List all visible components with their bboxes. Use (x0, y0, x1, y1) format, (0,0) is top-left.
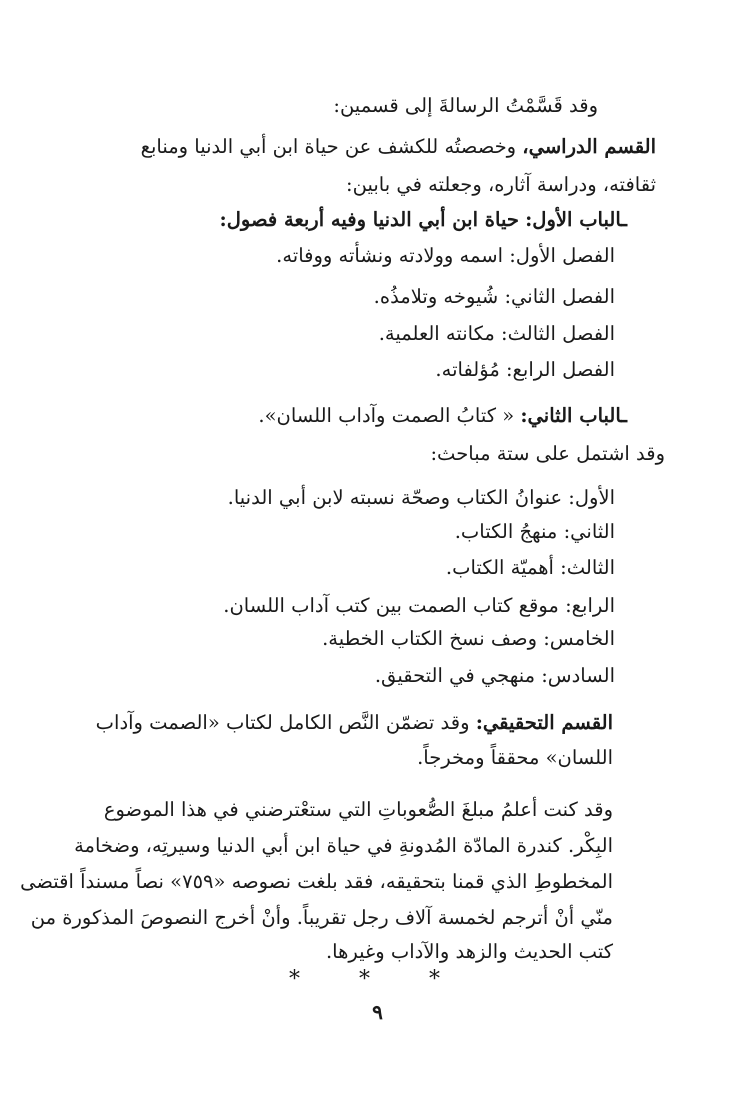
page-number: ٩ (372, 1000, 383, 1024)
topic-label: الثالث: (560, 556, 615, 579)
section-text: اسمه وولادته ونشأته ووفاته. (276, 244, 503, 267)
section-4 (435, 356, 615, 384)
section-text: مكانته العلمية. (378, 322, 495, 345)
closing-line-2: البِكْر. كندرة المادّة المُدونةِ في حياة ابن أبي الدنيا وسيرتِه، وضخامة (74, 834, 613, 857)
topic-label: الثاني: (563, 520, 615, 543)
study-section-text: وخصصتُه للكشف عن حياة ابن أبي الدنيا ومنابع (140, 135, 517, 158)
topic-2 (455, 518, 615, 546)
study-section-heading: القسم الدراسي، (522, 135, 656, 158)
topic-1 (228, 484, 615, 512)
topic-text: وصف نسخ الكتاب الخطية. (322, 627, 538, 650)
topic-text: عنوانُ الكتاب وصحّة نسبته لابن أبي الدنيا. (227, 486, 563, 509)
section-label: الفصل الأول: (509, 244, 615, 267)
topic-text: منهجُ الكتاب. (454, 520, 558, 543)
chapter-2-prefix: ـ (621, 404, 627, 427)
section-2 (374, 283, 615, 311)
study-section-line-1 (141, 133, 656, 161)
edition-section-text: وقد تضمّن النَّص الكامل لكتاب «الصمت وآداب (95, 711, 470, 734)
topic-label: الخامس: (543, 627, 615, 650)
edition-section-line-2: اللسان» محققاً ومخرجاً. (417, 746, 613, 769)
topic-4 (223, 592, 615, 620)
edition-section-heading: القسم التحقيقي: (475, 711, 613, 734)
topic-label: الأول: (568, 486, 615, 509)
topic-text: موقع كتاب الصمت بين كتب آداب اللسان. (223, 594, 559, 617)
chapter-2-text: « كتابُ الصمت وآداب اللسان». (258, 404, 515, 427)
chapter-1-label: الباب الأول: (525, 208, 622, 231)
closing-line-5: كتب الحديث والزهد والآداب وغيرها. (325, 940, 613, 963)
section-3 (379, 320, 615, 348)
closing-line-1: وقد كنت أعلمُ مبلغَ الصُّعوباتِ التي ستعْترضني في هذا الموضوع (103, 798, 613, 821)
section-text: شُيوخه وتلامذُه. (373, 285, 499, 308)
study-section-line-2: ثقافته، ودراسة آثاره، وجعلته في بابين: (346, 173, 656, 196)
closing-line-4: منّي أنْ أترجم لخمسة آلاف رجل تقريباً. وأنْ أخرج النصوصَ المذكورة من (30, 906, 613, 929)
intro-line: وقد قَسَّمْتُ الرسالةَ إلى قسمين: (333, 94, 598, 117)
topic-text: منهجي في التحقيق. (374, 664, 536, 687)
section-separator: * * * (289, 967, 466, 992)
chapter-1-prefix: ـ (621, 208, 627, 231)
topic-5 (322, 625, 615, 653)
chapter-1-line (220, 206, 627, 234)
section-label: الفصل الرابع: (505, 358, 615, 381)
chapter-1-text: حياة ابن أبي الدنيا وفيه أربعة فصول: (219, 208, 519, 231)
topic-text: أهميّة الكتاب. (445, 556, 554, 579)
section-text: مُؤلفاته. (435, 358, 500, 381)
section-1 (276, 242, 615, 270)
section-label: الفصل الثاني: (504, 285, 615, 308)
topic-label: الرابع: (565, 594, 615, 617)
chapter-2-label: الباب الثاني: (520, 404, 622, 427)
chapter-2-line (258, 402, 627, 430)
topics-intro-line: وقد اشتمل على ستة مباحث: (430, 442, 665, 465)
topic-6 (375, 662, 615, 690)
section-label: الفصل الثالث: (501, 322, 615, 345)
closing-line-3: المخطوطِ الذي قمنا بتحقيقه، فقد بلغت نصوصه «٧٥٩» نصاً مسنداً اقتضى (20, 870, 613, 893)
topic-label: السادس: (541, 664, 615, 687)
edition-section-line-1 (96, 709, 613, 737)
topic-3 (446, 554, 615, 582)
